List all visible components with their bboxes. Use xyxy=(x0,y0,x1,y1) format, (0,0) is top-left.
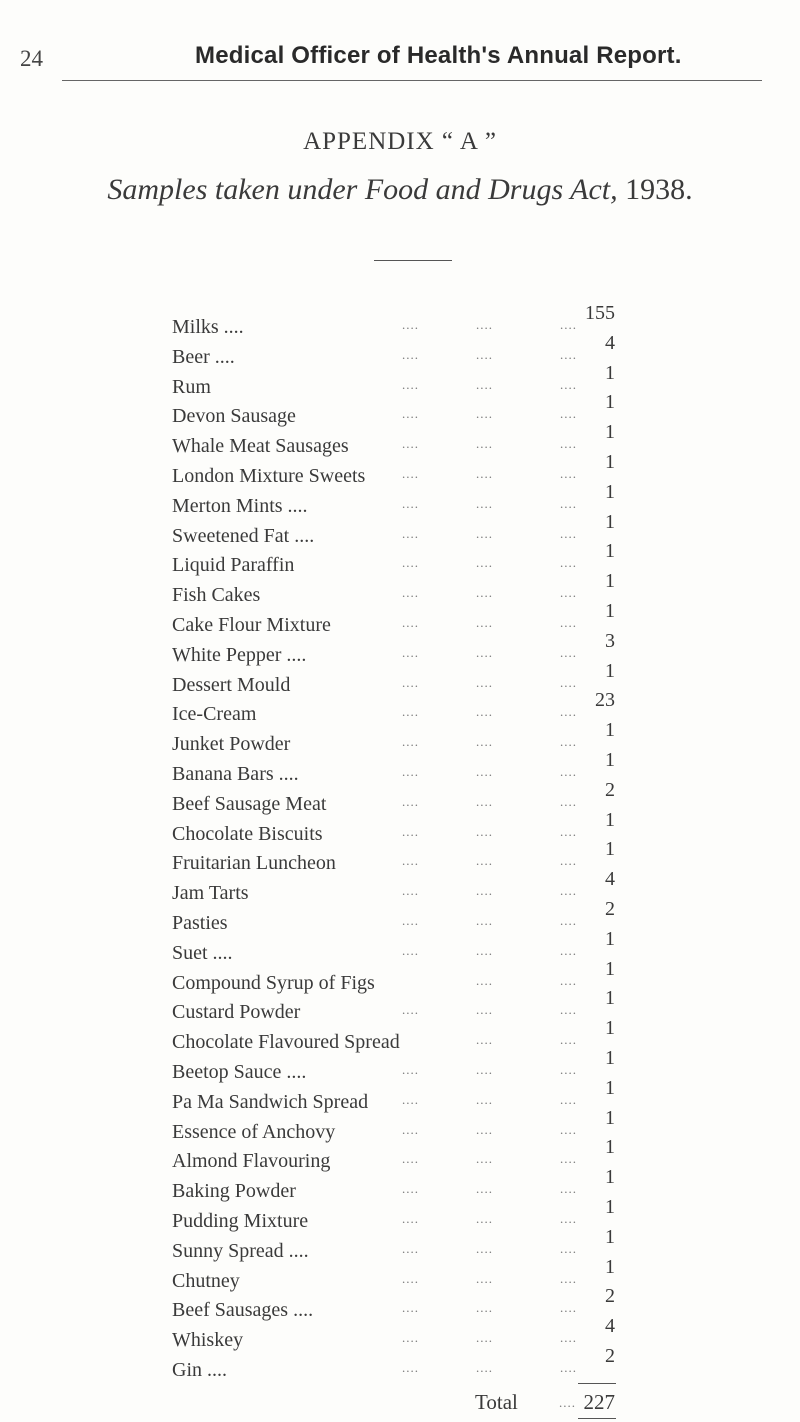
leader-dots: .... xyxy=(476,436,493,452)
sample-row xyxy=(0,838,800,881)
sample-count: 1 xyxy=(605,421,615,444)
sample-name: Whale Meat Sausages xyxy=(172,435,349,458)
leader-dots: .... xyxy=(476,823,493,839)
sample-count: 1 xyxy=(605,480,615,503)
sample-name: Jam Tarts xyxy=(172,882,249,905)
sample-name: Beef Sausage Meat xyxy=(172,792,327,815)
sample-row xyxy=(0,600,800,643)
sample-count: 1 xyxy=(605,1196,615,1218)
leader-dots: .... xyxy=(476,1270,493,1286)
leader-dots: .... xyxy=(560,972,577,988)
leader-dots: .... xyxy=(402,793,419,809)
sample-row xyxy=(0,719,800,762)
sample-count: 1 xyxy=(605,540,615,563)
sample-name: Cake Flour Mixture xyxy=(172,614,331,636)
sample-row xyxy=(0,1136,800,1179)
leader-dots: .... xyxy=(402,1270,419,1286)
sample-name: Suet .... xyxy=(172,941,233,964)
leader-dots: .... xyxy=(476,734,493,750)
leader-dots: .... xyxy=(560,495,577,511)
sample-row xyxy=(0,1345,800,1388)
sample-count: 2 xyxy=(605,1285,615,1308)
leader-dots: .... xyxy=(476,1181,493,1197)
sample-count: 155 xyxy=(585,302,615,324)
leader-dots: .... xyxy=(402,1151,419,1167)
leader-dots: .... xyxy=(560,376,577,392)
leader-dots: .... xyxy=(560,1360,577,1375)
leader-dots: .... xyxy=(402,1211,419,1226)
leader-dots: .... xyxy=(402,674,419,690)
sample-count: 1 xyxy=(605,1017,615,1040)
leader-dots: .... xyxy=(476,1091,493,1107)
sample-count: 1 xyxy=(605,1047,615,1069)
leader-dots: .... xyxy=(476,674,493,690)
leader-dots: .... xyxy=(402,853,419,869)
sample-row xyxy=(0,302,800,345)
subtitle xyxy=(0,173,800,207)
leader-dots: .... xyxy=(402,525,419,541)
sample-row xyxy=(0,868,800,911)
sample-row xyxy=(0,1076,800,1120)
leader-dots: .... xyxy=(560,1300,577,1316)
leader-dots: .... xyxy=(476,615,493,630)
leader-dots: .... xyxy=(402,376,419,392)
leader-dots: .... xyxy=(476,793,493,809)
leader-dots: .... xyxy=(476,704,493,720)
leader-dots: .... xyxy=(402,644,419,660)
leader-dots: .... xyxy=(476,317,493,332)
sample-row xyxy=(0,331,800,375)
leader-dots: .... xyxy=(402,406,419,422)
sample-count: 1 xyxy=(605,1106,615,1129)
sample-count: 1 xyxy=(605,808,615,831)
sample-row xyxy=(0,629,800,673)
leader-dots: .... xyxy=(560,853,577,869)
sample-name: Almond Flavouring xyxy=(172,1150,331,1173)
sample-row xyxy=(0,540,800,583)
sample-name: Chocolate Biscuits xyxy=(172,822,323,845)
leader-dots: .... xyxy=(560,1062,577,1077)
sample-count: 1 xyxy=(605,927,615,950)
appendix-title: APPENDIX “ A ” xyxy=(303,128,497,155)
leader-dots: .... xyxy=(476,585,493,601)
sample-count: 1 xyxy=(605,749,615,771)
sample-row xyxy=(0,451,800,494)
sample-row xyxy=(0,1196,800,1239)
leader-dots: .... xyxy=(402,585,419,601)
sample-row xyxy=(0,659,800,703)
sample-name: Sunny Spread .... xyxy=(172,1239,309,1262)
sample-row xyxy=(0,1225,800,1269)
sample-row xyxy=(0,1166,800,1209)
leader-dots: .... xyxy=(560,317,577,332)
leader-dots: .... xyxy=(560,1211,577,1226)
sample-count: 1 xyxy=(605,838,615,861)
leader-dots: .... xyxy=(560,1330,577,1346)
leader-dots: .... xyxy=(476,525,493,541)
leader-dots: .... xyxy=(402,764,419,779)
leader-dots: .... xyxy=(402,436,419,452)
sample-count: 1 xyxy=(605,451,615,473)
leader-dots: .... xyxy=(402,704,419,720)
leader-dots: .... xyxy=(476,883,493,899)
leader-dots: .... xyxy=(402,913,419,928)
leader-dots: .... xyxy=(402,1360,419,1375)
leader-dots: .... xyxy=(476,1300,493,1316)
leader-dots: .... xyxy=(560,674,577,690)
leader-dots: .... xyxy=(402,823,419,839)
sample-row xyxy=(0,957,800,1001)
leader-dots: .... xyxy=(560,1091,577,1107)
sample-name: Fish Cakes xyxy=(172,584,261,607)
sample-count: 1 xyxy=(605,570,615,593)
sample-name: Rum xyxy=(172,375,211,398)
leader-dots: .... xyxy=(402,1240,419,1256)
sample-count: 1 xyxy=(605,361,615,384)
leader-dots: .... xyxy=(560,823,577,839)
sample-row xyxy=(0,421,800,464)
sample-row xyxy=(0,808,800,852)
total-rule-top xyxy=(578,1383,616,1384)
total-label: Total xyxy=(475,1390,518,1414)
leader-dots: .... xyxy=(402,883,419,899)
leader-dots: .... xyxy=(560,555,577,571)
leader-dots: .... xyxy=(402,1002,419,1018)
leader-dots: .... xyxy=(476,972,493,988)
total-rule-bottom xyxy=(578,1418,616,1419)
leader-dots: .... xyxy=(402,466,419,481)
sample-row xyxy=(0,778,800,822)
sample-row xyxy=(0,1047,800,1090)
sample-count: 1 xyxy=(605,1076,615,1099)
subtitle-text: Samples taken under Food and Drugs Act, xyxy=(107,173,618,206)
sample-count: 3 xyxy=(605,629,615,652)
sample-row xyxy=(0,898,800,941)
leader-dots: .... xyxy=(476,1032,493,1048)
sample-count: 1 xyxy=(605,719,615,742)
leader-dots: .... xyxy=(476,1330,493,1346)
sample-count: 1 xyxy=(605,1166,615,1189)
running-head: Medical Officer of Health's Annual Report. xyxy=(195,42,682,69)
leader-dots: .... xyxy=(560,615,577,630)
leader-dots: .... xyxy=(560,793,577,809)
leader-dots: .... xyxy=(476,913,493,928)
sample-name: Banana Bars .... xyxy=(172,763,299,785)
sample-count: 1 xyxy=(605,391,615,414)
sample-name: Fruitarian Luncheon xyxy=(172,852,336,875)
leader-dots: .... xyxy=(560,1270,577,1286)
page-number: 24 xyxy=(20,46,43,71)
sample-name: Beef Sausages .... xyxy=(172,1299,314,1322)
sample-count: 1 xyxy=(605,1136,615,1159)
sample-name: Merton Mints .... xyxy=(172,494,308,517)
sample-row xyxy=(0,1285,800,1328)
sample-row xyxy=(0,361,800,405)
leader-dots: .... xyxy=(560,466,577,481)
sample-row xyxy=(0,689,800,732)
sample-name: Ice-Cream xyxy=(172,703,257,726)
sample-count: 1 xyxy=(605,659,615,682)
sample-name: White Pepper .... xyxy=(172,643,307,666)
leader-dots: .... xyxy=(402,1091,419,1107)
sample-row xyxy=(0,927,800,971)
sample-row xyxy=(0,510,800,554)
sample-name: Junket Powder xyxy=(172,733,291,756)
leader-dots: .... xyxy=(560,406,577,422)
sample-count: 4 xyxy=(605,331,615,354)
sample-row xyxy=(0,480,800,524)
sample-count: 1 xyxy=(605,510,615,533)
leader-dots: .... xyxy=(560,436,577,452)
leader-dots: .... xyxy=(402,1330,419,1346)
sample-name: Whiskey xyxy=(172,1329,244,1352)
sample-count: 4 xyxy=(605,868,615,891)
leader-dots: .... xyxy=(560,734,577,750)
sample-name: Sweetened Fat .... xyxy=(172,524,315,547)
leader-dots: .... xyxy=(476,346,493,362)
leader-dots: .... xyxy=(476,644,493,660)
sample-count: 2 xyxy=(605,898,615,920)
sample-count: 1 xyxy=(605,987,615,1010)
leader-dots: .... xyxy=(560,1002,577,1018)
sample-name: Devon Sausage xyxy=(172,405,296,428)
leader-dots: .... xyxy=(560,1181,577,1197)
leader-dots: .... xyxy=(476,1240,493,1256)
sample-count: 2 xyxy=(605,778,615,801)
leader-dots: .... xyxy=(476,942,493,958)
leader-dots: .... xyxy=(476,1151,493,1167)
sample-row xyxy=(0,1106,800,1150)
sample-row xyxy=(0,987,800,1030)
sample-name: Liquid Paraffin xyxy=(172,554,295,577)
sample-count: 1 xyxy=(605,1225,615,1248)
leader-dots: .... xyxy=(476,406,493,422)
leader-dots: .... xyxy=(402,346,419,362)
sample-name: Beetop Sauce .... xyxy=(172,1061,307,1083)
leader-dots: .... xyxy=(402,615,419,630)
leader-dots: .... xyxy=(560,1032,577,1048)
leader-dots: .... xyxy=(560,585,577,601)
sample-row xyxy=(0,749,800,792)
leader-dots: .... xyxy=(476,764,493,779)
leader-dots: .... xyxy=(402,1181,419,1197)
leader-dots: .... xyxy=(476,376,493,392)
leader-dots: .... xyxy=(476,555,493,571)
leader-dots: .... xyxy=(402,734,419,750)
leader-dots: .... xyxy=(402,495,419,511)
sample-name: London Mixture Sweets xyxy=(172,465,366,487)
total-value: 227 xyxy=(583,1390,615,1414)
header-rule xyxy=(62,80,762,81)
leader-dots: .... xyxy=(476,1062,493,1077)
sample-name: Pasties xyxy=(172,912,228,934)
sample-name: Pudding Mixture xyxy=(172,1210,309,1232)
sample-count: 2 xyxy=(605,1345,615,1367)
sample-row xyxy=(0,391,800,434)
sample-row xyxy=(0,1255,800,1299)
title-rule xyxy=(374,260,452,261)
sample-count: 4 xyxy=(605,1315,615,1338)
leader-dots: .... xyxy=(402,1300,419,1316)
leader-dots: .... xyxy=(560,525,577,541)
leader-dots: .... xyxy=(476,495,493,511)
sample-name: Essence of Anchovy xyxy=(172,1120,336,1143)
sample-name: Chocolate Flavoured Spread xyxy=(172,1031,400,1054)
leader-dots: .... xyxy=(560,1151,577,1167)
leader-dots: .... xyxy=(476,466,493,481)
leader-dots: .... xyxy=(560,913,577,928)
sample-count: 23 xyxy=(595,689,615,712)
sample-name: Custard Powder xyxy=(172,1001,301,1024)
sample-name: Dessert Mould xyxy=(172,673,291,696)
leader-dots: .... xyxy=(476,1121,493,1137)
leader-dots: .... xyxy=(402,317,419,332)
sample-name: Baking Powder xyxy=(172,1180,296,1203)
sample-name: Beer .... xyxy=(172,345,235,368)
leader-dots: .... xyxy=(402,1062,419,1077)
subtitle-year: 1938. xyxy=(625,173,693,206)
leader-dots: .... xyxy=(402,555,419,571)
leader-dots: .... xyxy=(560,942,577,958)
leader-dots: .... xyxy=(476,1002,493,1018)
leader-dots: .... xyxy=(560,764,577,779)
leader-dots: .... xyxy=(476,853,493,869)
leader-dots: .... xyxy=(402,1121,419,1137)
sample-name: Chutney xyxy=(172,1269,240,1292)
sample-name: Pa Ma Sandwich Spread xyxy=(172,1090,369,1113)
leader-dots: .... xyxy=(560,1121,577,1137)
sample-name: Milks .... xyxy=(172,316,244,338)
sample-count: 1 xyxy=(605,1255,615,1278)
leader-dots: .... xyxy=(402,942,419,958)
leader-dots: .... xyxy=(560,704,577,720)
total-dots: .... xyxy=(559,1395,576,1410)
sample-count: 1 xyxy=(605,600,615,622)
leader-dots: .... xyxy=(560,883,577,899)
sample-count: 1 xyxy=(605,957,615,980)
leader-dots: .... xyxy=(476,1360,493,1375)
sample-row xyxy=(0,1017,800,1060)
sample-name: Gin .... xyxy=(172,1359,227,1381)
leader-dots: .... xyxy=(476,1211,493,1226)
leader-dots: .... xyxy=(560,1240,577,1256)
sample-name: Compound Syrup of Figs xyxy=(172,971,375,994)
sample-row xyxy=(0,570,800,613)
sample-row xyxy=(0,1315,800,1358)
leader-dots: .... xyxy=(560,346,577,362)
leader-dots: .... xyxy=(560,644,577,660)
